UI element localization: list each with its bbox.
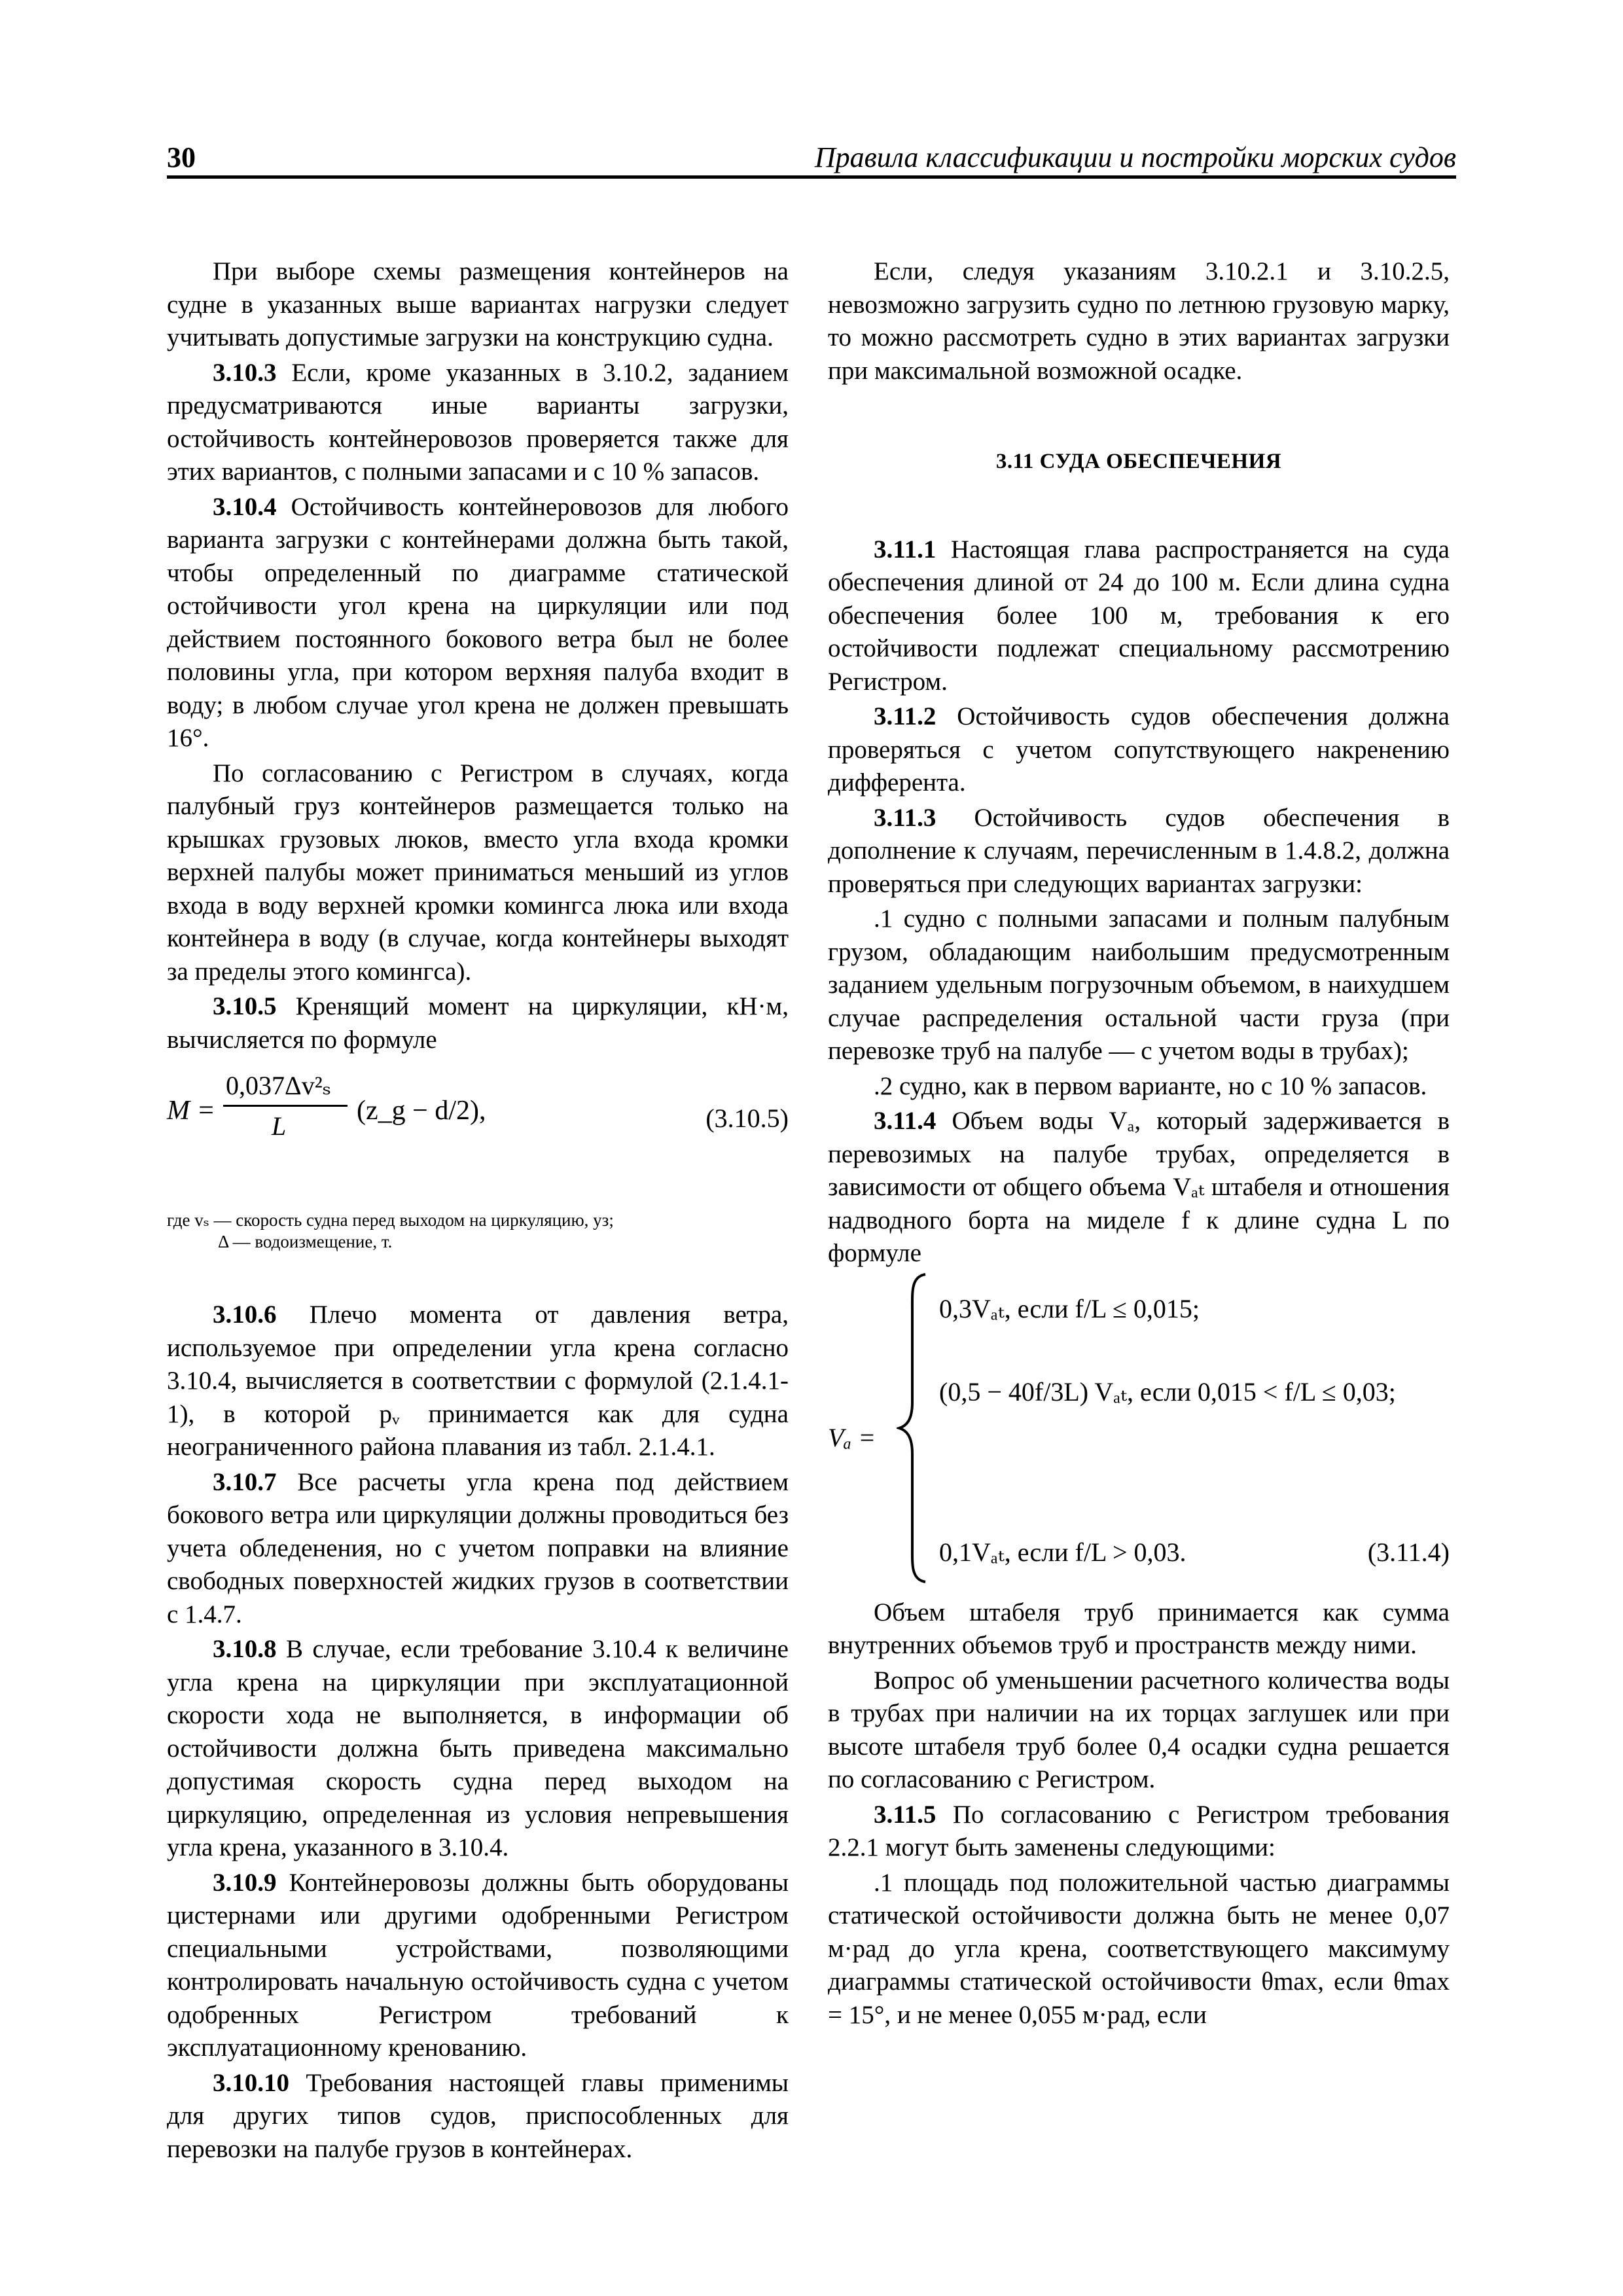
clause-3-10-10 (167, 2067, 789, 2166)
clause-text: Остойчивость судов обеспечения в дополнение к случаям, перечисленным в 1.4.8.2, должна проверяться при следующих вариантах загрузки: (828, 803, 1450, 898)
clause-3-10-5 (167, 990, 789, 1056)
clause-3-10-8 (167, 1633, 789, 1865)
paragraph: При выборе схемы размещения контейнеров на судне в указанных выше вариантах нагрузки следует учитывать допустимые загрузки на конструкцию судна. (167, 257, 789, 351)
legend-line: Δ — водоизмещение, т. (218, 1232, 393, 1251)
page-number: 30 (167, 141, 196, 173)
clause-3-10-9 (167, 1867, 789, 2065)
list-item: .1 судно с полными запасами и полным палубным грузом, обладающим наибольшим предусмотренным заданием удельным погрузочным объемом, в наихудшем случае распределения остальной части груза (при перевозке труб на палубе — с учетом воды в трубах); (828, 905, 1450, 1065)
clause-number: 3.10.4 (213, 492, 277, 521)
clause-3-11-1 (828, 533, 1450, 699)
formula-denominator: L (272, 1111, 287, 1141)
clause-text: Все расчеты угла крена под действием бокового ветра или циркуляции должны проводиться без учета обледенения, но с учетом поправки на влияние свободных поверхностей жидких грузов в соответствии с 1.4.7. (167, 1467, 789, 1628)
formula-tail: (z_g − d/2), (357, 1096, 486, 1126)
list-item: .1 площадь под положительной частью диаграммы статической остойчивости должна быть не менее 0,07 м·рад до угла крена, соответствующего максимуму диаграммы статической остойчивости θmax, если θmax = 15°, и не менее 0,055 м·рад, если (828, 1868, 1450, 2029)
paragraph: Если, следуя указаниям 3.10.2.1 и 3.10.2.5, невозможно загрузить судно по летнюю грузовую марку, то можно рассмотреть судно в этих вариантах загрузки при максимальной возможной осадке. (828, 257, 1450, 385)
list-item: .2 судно, как в первом варианте, но с 10 % запасов. (874, 1071, 1427, 1100)
clause-3-10-6 (167, 1299, 789, 1464)
clause-text: Плечо момента от давления ветра, используемое при определении угла крена согласно 3.10.4, вычисляется в соответствии с формулой (2.1.4.1-1), в которой pᵥ принимается как для судна неограниченного района плавания из табл. 2.1.4.1. (167, 1300, 789, 1461)
clause-number: 3.10.7 (213, 1467, 277, 1496)
paragraph: Вопрос об уменьшении расчетного количества воды в трубах при наличии на их торцах заглушек или при высоте штабеля труб более 0,4 осадки судна решается по согласованию с Регистром. (828, 1666, 1450, 1793)
clause-text: Если, кроме указанных в 3.10.2, заданием предусматриваются иные варианты загрузки, остойчивость контейнеровозов проверяется также для этих вариантов, с полными запасами и с 10 % запасов. (167, 358, 789, 486)
clause-number: 3.11.4 (874, 1107, 936, 1135)
clause-number: 3.11.5 (874, 1800, 936, 1829)
formula-3-11-4 (828, 1274, 1450, 1587)
paragraph: Объем штабеля труб принимается как сумма внутренних объемов труб и пространств между ними. (828, 1598, 1450, 1659)
clause-3-10-7 (167, 1466, 789, 1632)
clause-3-11-4 (828, 1105, 1450, 1270)
formula-3-10-5 (167, 1069, 789, 1200)
formula-legend (167, 1210, 789, 1253)
clause-number: 3.10.5 (213, 992, 277, 1020)
clause-3-11-2 (828, 700, 1450, 800)
clause-number: 3.10.9 (213, 1868, 277, 1897)
clause-3-11-3 (828, 802, 1450, 901)
clause-text: Кренящий момент на циркуляции, кН·м, вычисляется по формуле (167, 992, 789, 1054)
formula-lhs: M = (167, 1096, 215, 1126)
equation-number: (3.11.4) (1367, 1537, 1450, 1567)
left-brace (897, 1272, 928, 1585)
clause-number: 3.10.6 (213, 1300, 277, 1329)
equation-number: (3.10.5) (705, 1103, 789, 1133)
clause-number: 3.10.8 (213, 1635, 277, 1663)
clause-text: Объем воды Vₐ, который задерживается в перевозимых на палубе трубах, определяется в зависимости от общего объема Vₐₜ штабеля и отношения надводного борта на миделе f к длине судна L по формуле (828, 1107, 1450, 1267)
clause-number: 3.11.3 (874, 803, 936, 832)
formula-numerator: 0,037Δv²ₛ (226, 1071, 332, 1100)
fraction-bar (223, 1105, 348, 1107)
legend-line: где vₛ — скорость судна перед выходом на циркуляцию, уз; (167, 1210, 614, 1230)
section-title: 3.11 СУДА ОБЕСПЕЧЕНИЯ (995, 450, 1282, 473)
clause-number: 3.10.3 (213, 358, 277, 387)
case-line-2: (0,5 − 40f/3L) Vₐₜ, если 0,015 < f/L ≤ 0,03; (939, 1376, 1396, 1407)
clause-text: Контейнеровозы должны быть оборудованы цистернами или другими одобренными Регистром специальными устройствами, позволяющими контролировать начальную остойчивость судна с учетом одобренных Регистром требований к эксплуатационному кренованию. (167, 1868, 789, 2062)
clause-number: 3.11.2 (874, 702, 936, 730)
running-header: Правила классификации и постройки морских судов (814, 141, 1456, 173)
case-line-1: 0,3Vₐₜ, если f/L ≤ 0,015; (939, 1293, 1200, 1323)
clause-number: 3.10.10 (213, 2068, 289, 2097)
right-column (828, 255, 1450, 2034)
formula-lhs: Vₐ = (828, 1422, 876, 1452)
clause-text: По согласованию с Регистром требования 2.2.1 могут быть заменены следующими: (828, 1800, 1450, 1861)
header-rule (167, 175, 1456, 179)
clause-text: Требования настоящей главы применимы для других типов судов, приспособленных для перевозки на палубе грузов в контейнерах. (167, 2068, 789, 2163)
case-line-3: 0,1Vₐₜ, если f/L > 0,03. (939, 1537, 1186, 1567)
clause-3-10-4 (167, 491, 789, 755)
clause-text: Остойчивость судов обеспечения должна проверяться с учетом сопутствующего накренению дифферента. (828, 702, 1450, 797)
clause-number: 3.11.1 (874, 535, 936, 564)
clause-text: В случае, если требование 3.10.4 к величине угла крена на циркуляции при эксплуатационной скорости хода не выполняется, в информации об остойчивости должна быть приведена максимально допустимая скорость судна перед выходом на циркуляцию, определенная из условия непревышения угла крена, указанного в 3.10.4. (167, 1635, 789, 1861)
clause-text: Остойчивость контейнеровозов для любого варианта загрузки с контейнерами должна быть такой, чтобы определенный по диаграмме статической остойчивости угол крена на циркуляции или под действием постоянного бокового ветра был не более половины угла, при котором верхняя палуба входит в воду; в любом случае угол крена не должен превышать 16°. (167, 492, 789, 752)
left-column (167, 255, 789, 2168)
clause-text: Настоящая глава распространяется на суда обеспечения длиной от 24 до 100 м. Если длина судна обеспечения более 100 м, требования к его остойчивости подлежат специальному рассмотрению Регистром. (828, 535, 1450, 696)
clause-3-11-5 (828, 1799, 1450, 1865)
paragraph: По согласованию с Регистром в случаях, когда палубный груз контейнеров размещается только на крышках грузовых люков, вместо угла входа кромки верхней палубы может приниматься меньший из углов входа в воду верхней кромки комингса люка или входа контейнера в воду (в случае, когда контейнеры выходят за пределы этого комингса). (167, 759, 789, 986)
clause-3-10-3 (167, 357, 789, 489)
